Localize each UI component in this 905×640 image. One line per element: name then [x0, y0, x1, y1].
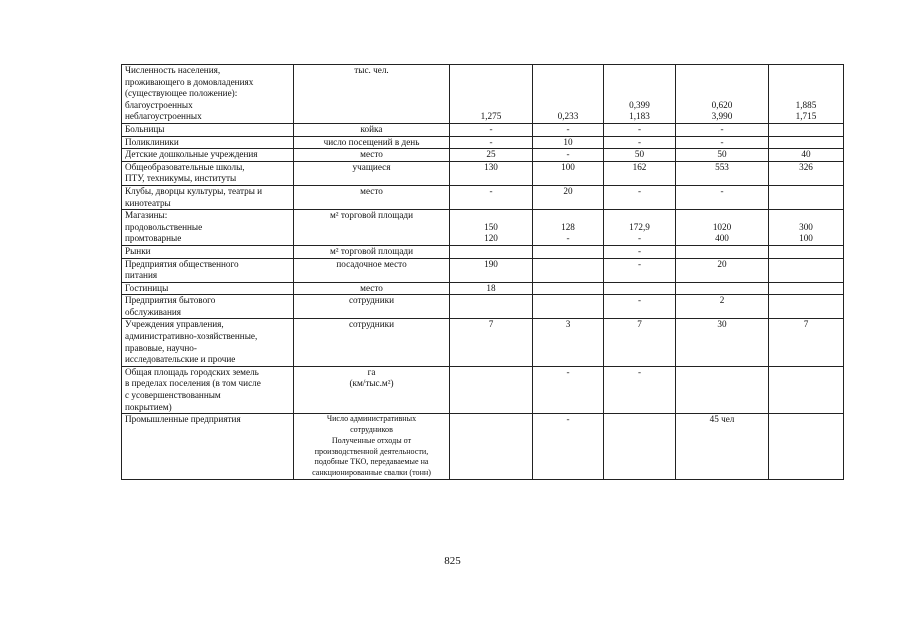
- unit-line: сотрудники: [348, 319, 395, 330]
- cell-value: [536, 259, 600, 271]
- cell-value: 162: [632, 161, 647, 172]
- value-cell: [604, 65, 676, 124]
- cell-value: [679, 367, 765, 379]
- value-cell: [533, 414, 604, 480]
- cell-value: [536, 246, 600, 258]
- row-unit: [294, 282, 450, 295]
- table-row-schools: [122, 161, 844, 185]
- table-row-hotels: [122, 282, 844, 295]
- value-cell: [769, 149, 844, 162]
- cell-value: [772, 186, 840, 198]
- row-name-line: Учреждения управления,: [125, 319, 224, 330]
- cell-value: 300: [799, 221, 813, 232]
- cell-value: [772, 295, 840, 307]
- value-cell: [533, 258, 604, 282]
- value-cell: [676, 210, 769, 246]
- cell-value: [536, 77, 600, 89]
- cell-value: 10: [563, 136, 573, 147]
- unit-line: посадочное место: [336, 258, 407, 269]
- value-cell: [769, 245, 844, 258]
- value-cell: [676, 245, 769, 258]
- cell-value: -: [637, 123, 642, 134]
- row-name-line: Предприятия общественного: [125, 258, 239, 269]
- value-cell: [604, 245, 676, 258]
- value-cell: [450, 295, 533, 319]
- cell-value: [679, 88, 765, 100]
- cell-value: 190: [484, 258, 498, 269]
- value-cell: [769, 258, 844, 282]
- cell-value: [607, 210, 672, 222]
- cell-value: [679, 77, 765, 89]
- row-name-line: ПТУ, техникумы, институты: [125, 173, 237, 184]
- value-cell: [676, 366, 769, 413]
- row-unit: [294, 295, 450, 319]
- value-cell: [450, 319, 533, 366]
- row-name: [122, 149, 294, 162]
- unit-line: [297, 246, 446, 258]
- cell-value: 50: [634, 149, 645, 160]
- value-cell: [769, 65, 844, 124]
- value-cell: [450, 366, 533, 413]
- cell-value: 1020: [712, 221, 732, 232]
- cell-value: 45 чел: [709, 414, 735, 425]
- cell-value: -: [489, 185, 493, 196]
- cell-value: 2: [719, 295, 725, 306]
- value-cell: [769, 123, 844, 136]
- value-cell: [769, 210, 844, 246]
- row-name: [122, 65, 294, 124]
- value-cell: [676, 65, 769, 124]
- cell-value: 553: [715, 161, 729, 172]
- unit-line: Число административных: [326, 414, 417, 424]
- row-name-line: Рынки: [125, 245, 151, 256]
- value-cell: [769, 366, 844, 413]
- value-cell: [533, 149, 604, 162]
- value-cell: [604, 161, 676, 185]
- cell-value: 0,233: [557, 111, 579, 122]
- cell-value: 40: [801, 149, 811, 160]
- cell-value: [772, 283, 840, 295]
- table-row-population: [122, 65, 844, 124]
- row-name-line: Общеобразовательные школы,: [125, 161, 245, 172]
- row-unit: [294, 123, 450, 136]
- unit-line: га: [367, 366, 376, 377]
- value-cell: [450, 282, 533, 295]
- value-cell: [604, 136, 676, 149]
- cell-value: [772, 367, 840, 379]
- row-name: [122, 319, 294, 366]
- cell-value: -: [720, 123, 724, 134]
- cell-value: [772, 210, 840, 222]
- cell-value: 18: [486, 282, 496, 293]
- row-name: [122, 282, 294, 295]
- unit-line: тыс. чел.: [354, 65, 389, 75]
- row-unit: [294, 136, 450, 149]
- row-name: [122, 123, 294, 136]
- row-name: [122, 366, 294, 413]
- value-cell: [604, 366, 676, 413]
- cell-value: 3: [565, 319, 571, 330]
- data-table: [121, 64, 844, 480]
- unit-line: [297, 210, 446, 222]
- row-name-line: Общая площадь городских земель: [125, 366, 259, 377]
- cell-value: -: [566, 233, 570, 244]
- cell-value: 100: [561, 161, 575, 172]
- cell-value: 172,9: [629, 221, 650, 232]
- cell-value: -: [637, 185, 642, 196]
- cell-value: -: [637, 136, 642, 147]
- row-name-line: питания: [125, 270, 158, 281]
- cell-value: -: [489, 123, 493, 134]
- value-cell: [533, 366, 604, 413]
- row-name-line: в пределах поселения (в том числе: [125, 378, 261, 389]
- unit-text: торговой площади: [338, 245, 413, 256]
- value-cell: [533, 282, 604, 295]
- unit-symbol: м²: [329, 210, 339, 221]
- row-name: [122, 295, 294, 319]
- cell-value: [453, 88, 529, 100]
- row-name-line: продовольственные: [125, 221, 203, 232]
- row-name: [122, 245, 294, 258]
- table-row-industry: [122, 414, 844, 480]
- cell-value: -: [566, 366, 570, 377]
- unit-line: (км/тыс.м²): [349, 378, 394, 389]
- value-cell: [533, 123, 604, 136]
- cell-value: [453, 295, 529, 307]
- row-name-line: Больницы: [125, 123, 165, 134]
- cell-value: [453, 65, 529, 77]
- cell-value: 7: [488, 319, 494, 330]
- cell-value: 150: [484, 221, 498, 232]
- cell-value: 30: [717, 319, 727, 330]
- unit-line: место: [360, 282, 383, 293]
- table-row-administration: [122, 319, 844, 366]
- cell-value: 20: [563, 185, 573, 196]
- row-name-line: (существующее положение):: [125, 88, 238, 99]
- cell-value: [607, 283, 672, 295]
- value-cell: [533, 65, 604, 124]
- value-cell: [450, 245, 533, 258]
- value-cell: [676, 161, 769, 185]
- cell-value: -: [720, 136, 724, 147]
- cell-value: -: [637, 258, 642, 269]
- row-unit: [294, 210, 450, 246]
- unit-line: производственной деятельности,: [314, 446, 429, 456]
- row-name: [122, 210, 294, 246]
- row-name: [122, 258, 294, 282]
- row-name-line: исследовательские и прочие: [125, 354, 236, 365]
- row-unit: [294, 185, 450, 209]
- value-cell: [676, 123, 769, 136]
- cell-value: [453, 77, 529, 89]
- row-unit: [294, 366, 450, 413]
- cell-value: [772, 124, 840, 136]
- cell-value: -: [720, 185, 724, 196]
- value-cell: [450, 414, 533, 480]
- value-cell: [769, 295, 844, 319]
- value-cell: [450, 210, 533, 246]
- cell-value: [679, 246, 765, 258]
- value-cell: [450, 185, 533, 209]
- cell-value: 326: [799, 161, 813, 172]
- cell-value: 1,275: [480, 111, 502, 122]
- cell-value: -: [566, 123, 570, 134]
- cell-value: 7: [637, 319, 642, 330]
- table-row-polyclinics: [122, 136, 844, 149]
- cell-value: [536, 88, 600, 100]
- row-name: [122, 136, 294, 149]
- cell-value: [679, 210, 765, 222]
- row-unit: [294, 161, 450, 185]
- unit-line: место: [360, 149, 383, 160]
- cell-value: [772, 88, 840, 100]
- row-name-line: правовые, научно-: [125, 342, 197, 353]
- row-name: [122, 414, 294, 480]
- cell-value: 1,183: [629, 111, 650, 122]
- cell-value: -: [566, 149, 570, 160]
- value-cell: [604, 185, 676, 209]
- cell-value: [679, 283, 765, 295]
- unit-line: учащиеся: [352, 161, 391, 172]
- cell-value: [607, 414, 672, 426]
- row-name-line: Клубы, дворцы культуры, театры и: [125, 185, 263, 196]
- cell-value: 120: [484, 233, 498, 244]
- unit-line: число посещений в день: [323, 136, 420, 147]
- cell-value: 50: [717, 149, 727, 160]
- unit-line: место: [360, 185, 383, 196]
- value-cell: [604, 282, 676, 295]
- row-name: [122, 161, 294, 185]
- unit-text: торговой площади: [338, 210, 413, 221]
- value-cell: [450, 136, 533, 149]
- value-cell: [604, 414, 676, 480]
- value-cell: [533, 295, 604, 319]
- table-row-services: [122, 295, 844, 319]
- value-cell: [533, 161, 604, 185]
- value-cell: [533, 210, 604, 246]
- cell-value: 0,399: [629, 99, 650, 110]
- value-cell: [450, 149, 533, 162]
- unit-line: сотрудников: [350, 425, 393, 435]
- row-name-line: с усовершенствованным: [125, 390, 221, 401]
- cell-value: 130: [484, 161, 498, 172]
- cell-value: [772, 77, 840, 89]
- cell-value: [772, 65, 840, 77]
- unit-line: сотрудники: [348, 295, 395, 306]
- cell-value: [453, 367, 529, 379]
- value-cell: [604, 149, 676, 162]
- cell-value: [453, 210, 529, 222]
- value-cell: [450, 161, 533, 185]
- value-cell: [769, 161, 844, 185]
- value-cell: [533, 185, 604, 209]
- cell-value: -: [637, 295, 642, 306]
- row-name-line: Детские дошкольные учреждения: [125, 149, 258, 160]
- table-row-hospitals: [122, 123, 844, 136]
- cell-value: 1,885: [795, 99, 817, 110]
- table-row-markets: [122, 245, 844, 258]
- table-row-shops: [122, 210, 844, 246]
- cell-value: -: [637, 366, 642, 377]
- cell-value: [453, 414, 529, 426]
- value-cell: [676, 414, 769, 480]
- cell-value: [607, 77, 672, 89]
- cell-value: -: [637, 245, 642, 256]
- cell-value: [536, 283, 600, 295]
- value-cell: [533, 245, 604, 258]
- value-cell: [676, 149, 769, 162]
- cell-value: [772, 246, 840, 258]
- row-name-line: Поликлиники: [125, 136, 179, 147]
- cell-value: 20: [717, 258, 727, 269]
- row-name-line: неблагоустроенных: [125, 111, 202, 122]
- unit-line: санкционированные свалки (тонн): [312, 468, 431, 478]
- row-unit: [294, 149, 450, 162]
- cell-value: [536, 65, 600, 77]
- cell-value: [536, 100, 600, 112]
- value-cell: [676, 295, 769, 319]
- row-name-line: Промышленные предприятия: [125, 414, 241, 425]
- cell-value: [453, 246, 529, 258]
- cell-value: 400: [715, 233, 729, 244]
- cell-value: [607, 88, 672, 100]
- cell-value: [772, 414, 840, 426]
- cell-value: [772, 259, 840, 271]
- value-cell: [769, 319, 844, 366]
- value-cell: [769, 282, 844, 295]
- row-name-line: покрытием): [125, 401, 172, 412]
- cell-value: 25: [486, 149, 496, 160]
- value-cell: [604, 123, 676, 136]
- row-unit: [294, 414, 450, 480]
- value-cell: [769, 185, 844, 209]
- row-name-line: кинотеатры: [125, 197, 171, 208]
- cell-value: [453, 100, 529, 112]
- row-name-line: Предприятия бытового: [125, 295, 216, 306]
- value-cell: [450, 123, 533, 136]
- row-name-line: обслуживания: [125, 306, 182, 317]
- value-cell: [604, 210, 676, 246]
- value-cell: [676, 258, 769, 282]
- table-row-clubs: [122, 185, 844, 209]
- table-row-catering: [122, 258, 844, 282]
- unit-line: Полученные отходы от: [331, 435, 412, 445]
- cell-value: -: [489, 136, 493, 147]
- unit-line: койка: [360, 123, 383, 134]
- cell-value: 0,620: [711, 99, 733, 110]
- unit-symbol: м²: [329, 245, 339, 256]
- row-name-line: Гостиницы: [125, 282, 169, 293]
- cell-value: 7: [803, 319, 809, 330]
- page-number: 825: [444, 555, 461, 567]
- row-name-line: Магазины:: [125, 210, 168, 221]
- value-cell: [450, 65, 533, 124]
- cell-value: [607, 65, 672, 77]
- row-unit: [294, 65, 450, 124]
- row-unit: [294, 245, 450, 258]
- value-cell: [533, 319, 604, 366]
- value-cell: [676, 185, 769, 209]
- value-cell: [604, 319, 676, 366]
- cell-value: [536, 295, 600, 307]
- value-cell: [769, 414, 844, 480]
- value-cell: [450, 258, 533, 282]
- row-unit: [294, 258, 450, 282]
- value-cell: [676, 319, 769, 366]
- value-cell: [604, 295, 676, 319]
- value-cell: [604, 258, 676, 282]
- cell-value: 1,715: [795, 111, 817, 122]
- value-cell: [769, 136, 844, 149]
- row-name-line: проживающего в домовладениях: [125, 76, 254, 87]
- cell-value: [772, 137, 840, 149]
- table-row-kindergartens: [122, 149, 844, 162]
- table-row-land: [122, 366, 844, 413]
- row-unit: [294, 319, 450, 366]
- row-name-line: благоустроенных: [125, 99, 193, 110]
- value-cell: [676, 136, 769, 149]
- row-name-line: административно-хозяйственные,: [125, 331, 258, 342]
- cell-value: 128: [561, 221, 575, 232]
- row-name-line: Численность населения,: [125, 65, 221, 75]
- cell-value: [679, 65, 765, 77]
- cell-value: -: [637, 233, 642, 244]
- cell-value: -: [566, 414, 570, 425]
- cell-value: 3,990: [711, 111, 733, 122]
- row-name: [122, 185, 294, 209]
- value-cell: [676, 282, 769, 295]
- value-cell: [533, 136, 604, 149]
- row-name-line: промтоварные: [125, 233, 182, 244]
- cell-value: [536, 210, 600, 222]
- cell-value: 100: [799, 233, 813, 244]
- unit-line: подобные ТКО, передаваемые на: [314, 457, 429, 467]
